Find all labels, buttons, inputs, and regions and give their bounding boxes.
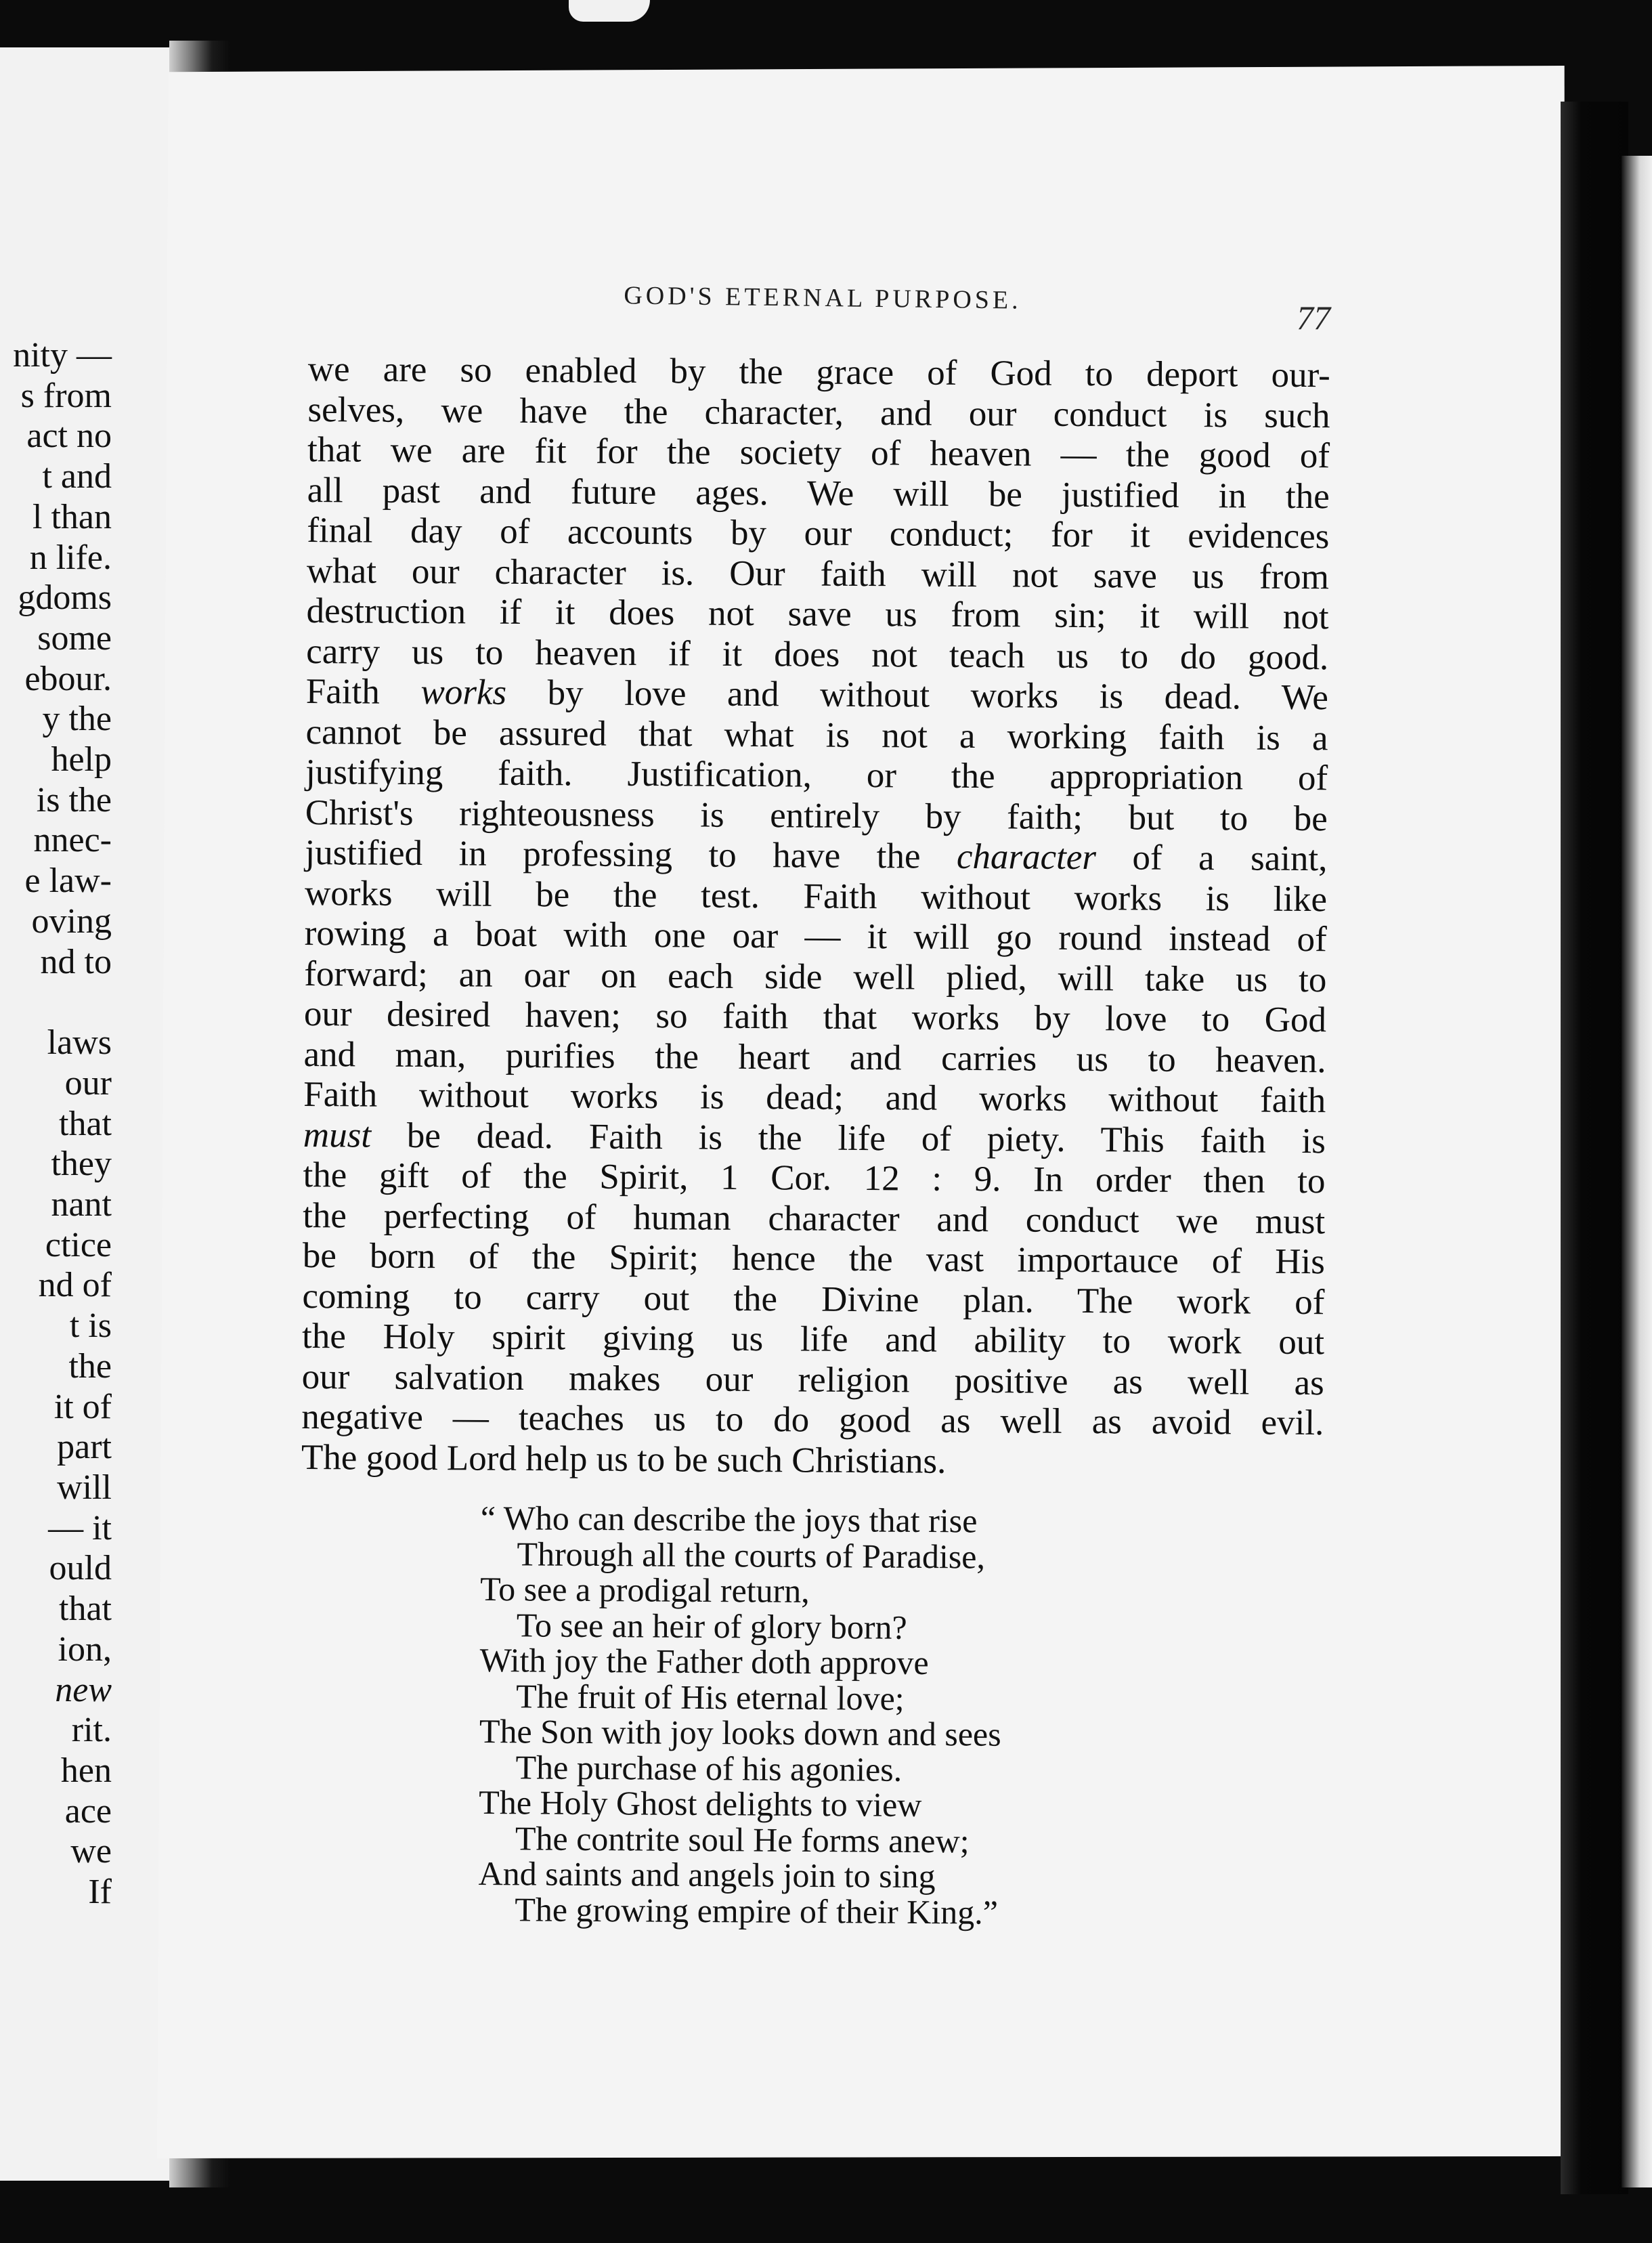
text-line: be born of the Spirit; hence the vast importauce of His [302,1235,1325,1282]
text-line: must be dead. Faith is the life of piety. This faith is [303,1115,1326,1161]
poem-line: The contrite soul He forms anew; [515,1818,970,1860]
text-line: the gift of the Spirit, 1 Cor. 12 : 9. In order then to [303,1155,1326,1201]
poem-line: “ Who can describe the joys that rise [480,1499,978,1540]
text-line: Faith without works is dead; and works without faith [303,1074,1326,1121]
facing-fragment: they [51,1145,112,1184]
scan-smudge [569,0,650,22]
facing-fragment: ace [64,1791,112,1831]
text-line: coming to carry out the Divine plan. The work of [302,1276,1325,1322]
facing-fragment: that [59,1104,112,1143]
text-line: rowing a boat with one oar — it will go round instead of [304,913,1327,960]
text-line: forward; an oar on each side well plied, will take us to [304,954,1327,1000]
facing-fragment: part [57,1428,112,1467]
facing-fragment: our [64,1063,112,1103]
facing-fragment: laws [47,1023,112,1063]
text-line: final day of accounts by our conduct; for it evidences [307,510,1330,557]
facing-fragment: rit. [71,1711,112,1750]
facing-fragment: ion, [58,1629,112,1669]
facing-fragment: help [51,740,112,779]
body-paragraph [301,349,1330,1484]
facing-fragment: ctice [45,1225,112,1264]
page-number: 77 [1297,299,1330,337]
facing-fragment: some [37,618,112,658]
facing-fragment: s from [20,376,112,415]
text-line: The good Lord help us to be such Christians. [301,1437,947,1481]
text-line: all past and future ages. We will be justified in the [307,470,1330,516]
poem-line: Through all the courts of Paradise, [517,1534,986,1576]
facing-fragment: t and [42,457,112,496]
hymn-quotation [478,1500,1158,1931]
facing-fragment: — it [48,1508,112,1547]
text-line: Faith works by love and without works is dead. We [305,671,1329,718]
facing-fragment: l than [32,497,112,536]
right-edge-shadow [1561,102,1628,2194]
text-line: carry us to heaven if it does not teach us to do good. [306,631,1329,677]
facing-fragment: ebour. [24,659,112,698]
paragraph-gap [0,982,112,1023]
poem-line: With joy the Father doth approve [479,1640,929,1682]
text-line: what our character is. Our faith will not save us from [306,551,1330,597]
text-line: and man, purifies the heart and carries us to heaven. [303,1034,1326,1080]
facing-fragment: it of [53,1387,112,1426]
facing-fragment: t is [69,1306,112,1346]
text-line: justified in professing to have the character of a saint, [305,832,1328,879]
facing-fragment: nd of [38,1266,112,1305]
facing-fragment: will [57,1468,112,1507]
text-line: justifying faith. Justification, or the appropriation of [305,752,1328,798]
facing-fragment: hen [60,1751,112,1790]
next-page-edge [1622,156,1652,2187]
facing-fragment: oving [31,901,112,941]
poem-line: And saints and angels join to sing [478,1854,936,1896]
facing-fragment: nity — [13,336,112,375]
text-line: that we are fit for the society of heaven — the good of [307,429,1330,476]
running-header: GOD'S ETERNAL PURPOSE. [624,281,1022,315]
text-line: works will be the test. Faith without works is like [304,873,1328,919]
facing-fragment: n life. [29,538,112,577]
facing-fragment: nnec- [33,821,112,860]
facing-fragment: y the [42,700,112,739]
text-line: destruction if it does not save us from sin; it will not [306,591,1329,637]
facing-fragment: that [59,1589,112,1629]
text-line: negative — teaches us to do good as well as avoid evil. [301,1396,1324,1443]
poem-line: The purchase of his agonies. [515,1747,903,1789]
facing-fragment: nant [51,1185,112,1224]
facing-fragment: ould [49,1549,112,1588]
facing-fragment: new [55,1670,112,1709]
facing-fragment: the [68,1346,112,1386]
text-line: cannot be assured that what is not a working faith is a [305,712,1328,758]
poem-line: The Holy Ghost delights to view [479,1782,922,1824]
text-line: our desired haven; so faith that works by love to God [303,994,1327,1040]
text-line: we are so enabled by the grace of God to deport our- [307,349,1330,396]
text-line: Christ's righteousness is entirely by faith; but to be [305,792,1328,838]
facing-fragment: nd to [40,942,112,981]
text-line: the perfecting of human character and conduct we must [303,1195,1326,1241]
facing-page-text [0,335,112,1913]
text-line: our salvation makes our religion positive as well as [301,1357,1324,1403]
facing-fragment: we [70,1832,112,1871]
facing-fragment: If [88,1873,112,1912]
poem-line: The fruit of His eternal love; [516,1676,905,1717]
poem-line: The Son with joy looks down and sees [479,1711,1001,1753]
text-line: the Holy spirit giving us life and ability to work out [301,1316,1325,1363]
facing-fragment: gdoms [18,578,112,618]
poem-line: To see a prodigal return, [480,1569,810,1610]
poem-line: To see an heir of glory born? [516,1605,907,1646]
facing-fragment: act no [26,416,112,456]
text-line: selves, we have the character, and our conduct is such [307,389,1330,435]
facing-fragment: is the [36,780,112,819]
facing-fragment: e law- [24,861,112,901]
poem-line: The growing empire of their King.” [515,1889,999,1931]
